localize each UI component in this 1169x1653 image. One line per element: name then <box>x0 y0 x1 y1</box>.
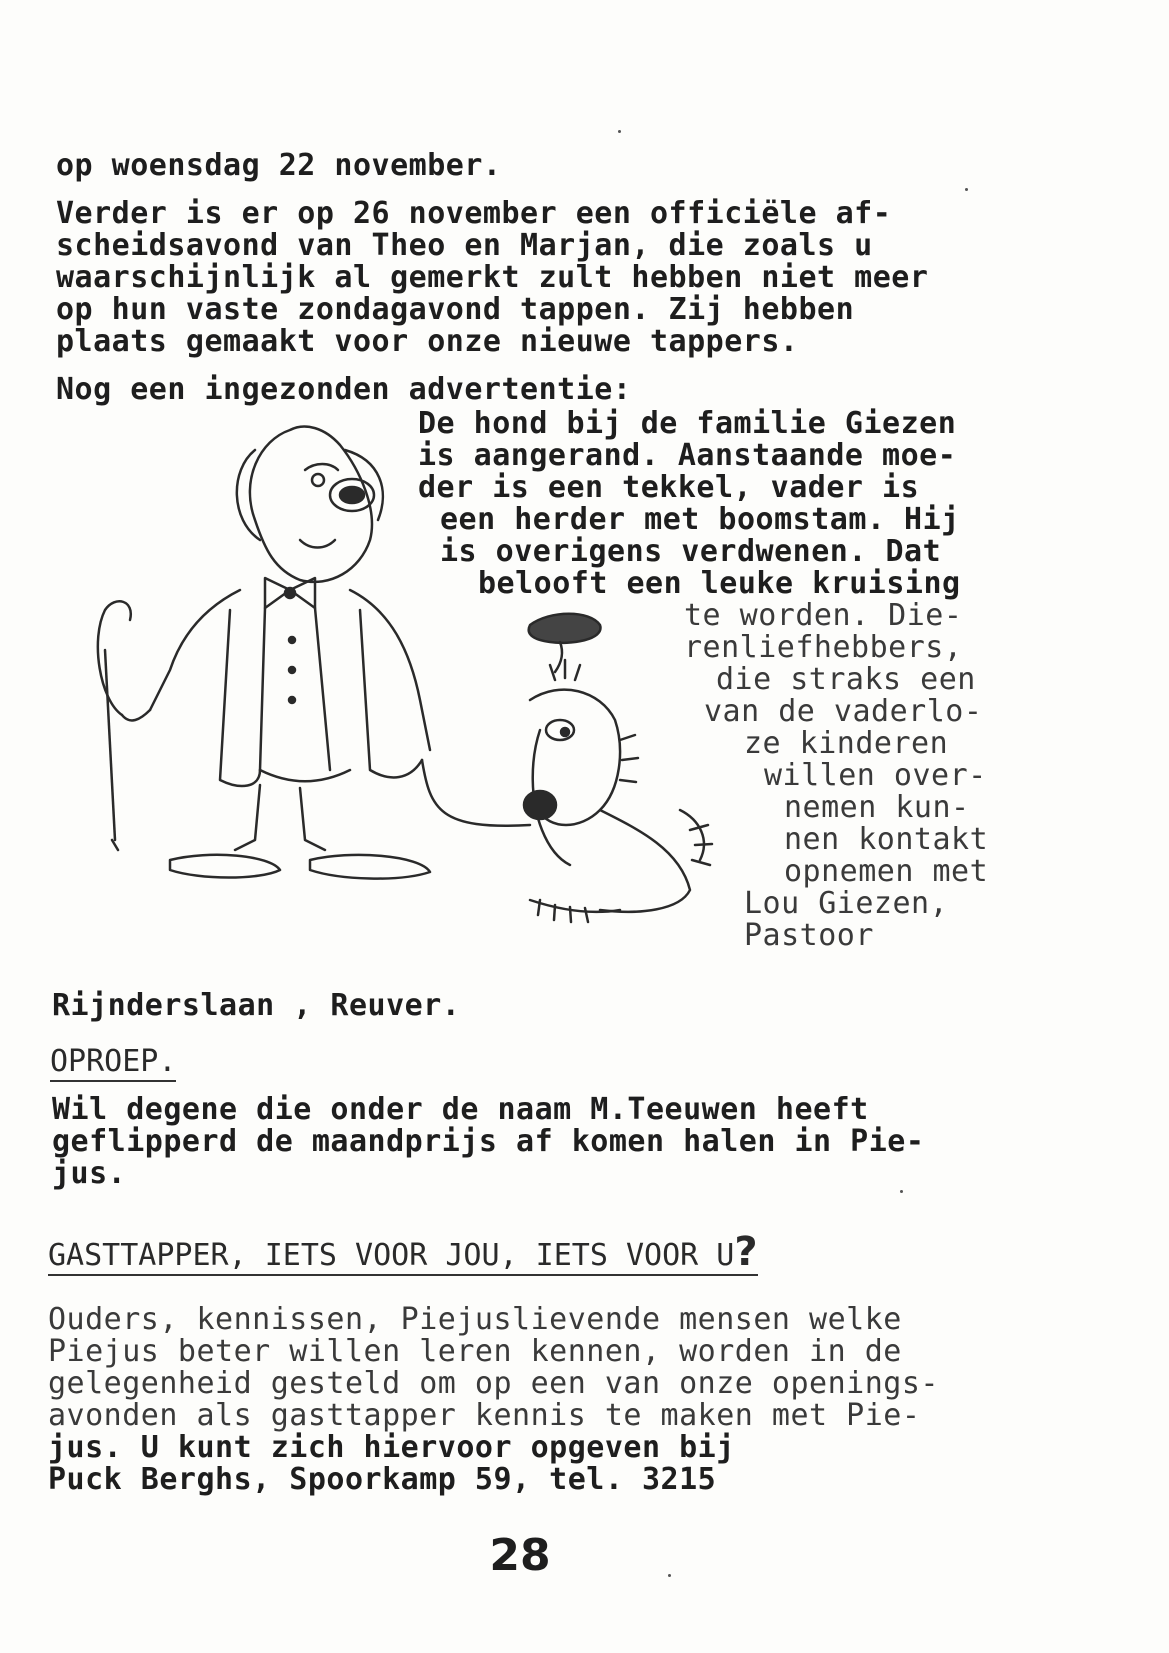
scan-speck <box>618 130 621 133</box>
ad-line: renliefhebbers, <box>684 630 963 665</box>
ad-line: is aangerand. Aanstaande moe- <box>418 438 957 473</box>
scan-speck <box>668 1574 671 1577</box>
text-line: op woensdag 22 november. <box>56 148 502 183</box>
text-line: Verder is er op 26 november een officiële af- <box>56 196 892 231</box>
cartoon-dogs-illustration <box>60 410 740 970</box>
text-line: jus. U kunt zich hiervoor opgeven bij <box>48 1430 735 1465</box>
ad-line: opnemen met <box>784 854 989 889</box>
page-number: 28 <box>489 1530 551 1581</box>
ad-line: willen over- <box>764 758 987 793</box>
oproep-heading: OPROEP. <box>50 1046 176 1082</box>
ad-line: een herder met boomstam. Hij <box>440 502 960 537</box>
text-line: Puck Berghs, Spoorkamp 59, tel. 3215 <box>48 1462 717 1497</box>
text-line: Wil degene die onder de naam M.Teeuwen heeft <box>52 1092 869 1127</box>
ad-intro: Nog een ingezonden advertentie: <box>56 372 632 407</box>
ad-line: is overigens verdwenen. Dat <box>440 534 942 569</box>
gasttapper-heading <box>48 1229 758 1276</box>
ad-line: der is een tekkel, vader is <box>418 470 920 505</box>
question-mark: ? <box>734 1229 758 1275</box>
ad-line: belooft een leuke kruising <box>478 566 961 601</box>
text-line: avonden als gasttapper kennis te maken met Pie- <box>48 1398 921 1433</box>
text-line: waarschijnlijk al gemerkt zult hebben niet meer <box>56 260 929 295</box>
scan-speck <box>900 1190 903 1193</box>
text-line: plaats gemaakt voor onze nieuwe tappers. <box>56 324 799 359</box>
ad-end: Rijnderslaan , Reuver. <box>52 988 461 1023</box>
scan-speck <box>965 188 968 191</box>
ad-line: nemen kun- <box>784 790 970 825</box>
text-line: jus. <box>52 1156 127 1191</box>
text-line: gelegenheid gesteld om op een van onze openings- <box>48 1366 939 1401</box>
ad-line: Pastoor <box>744 918 874 953</box>
text-line: Ouders, kennissen, Piejuslievende mensen welke <box>48 1302 902 1337</box>
gasttapper-heading-text: GASTTAPPER, IETS VOOR JOU, IETS VOOR U <box>48 1238 735 1273</box>
ad-line: ze kinderen <box>744 726 949 761</box>
ad-line: De hond bij de familie Giezen <box>418 406 957 441</box>
ad-line: die straks een <box>716 662 976 697</box>
ad-line: van de vaderlo- <box>704 694 983 729</box>
text-line: op hun vaste zondagavond tappen. Zij hebben <box>56 292 855 327</box>
ad-line: te worden. Die- <box>684 598 963 633</box>
text-line: scheidsavond van Theo en Marjan, die zoals u <box>56 228 873 263</box>
text-line: Piejus beter willen leren kennen, worden in de <box>48 1334 902 1369</box>
ad-line: nen kontakt <box>784 822 989 857</box>
ad-line: Lou Giezen, <box>744 886 949 921</box>
text-line: geflipperd de maandprijs af komen halen in Pie- <box>52 1124 925 1159</box>
